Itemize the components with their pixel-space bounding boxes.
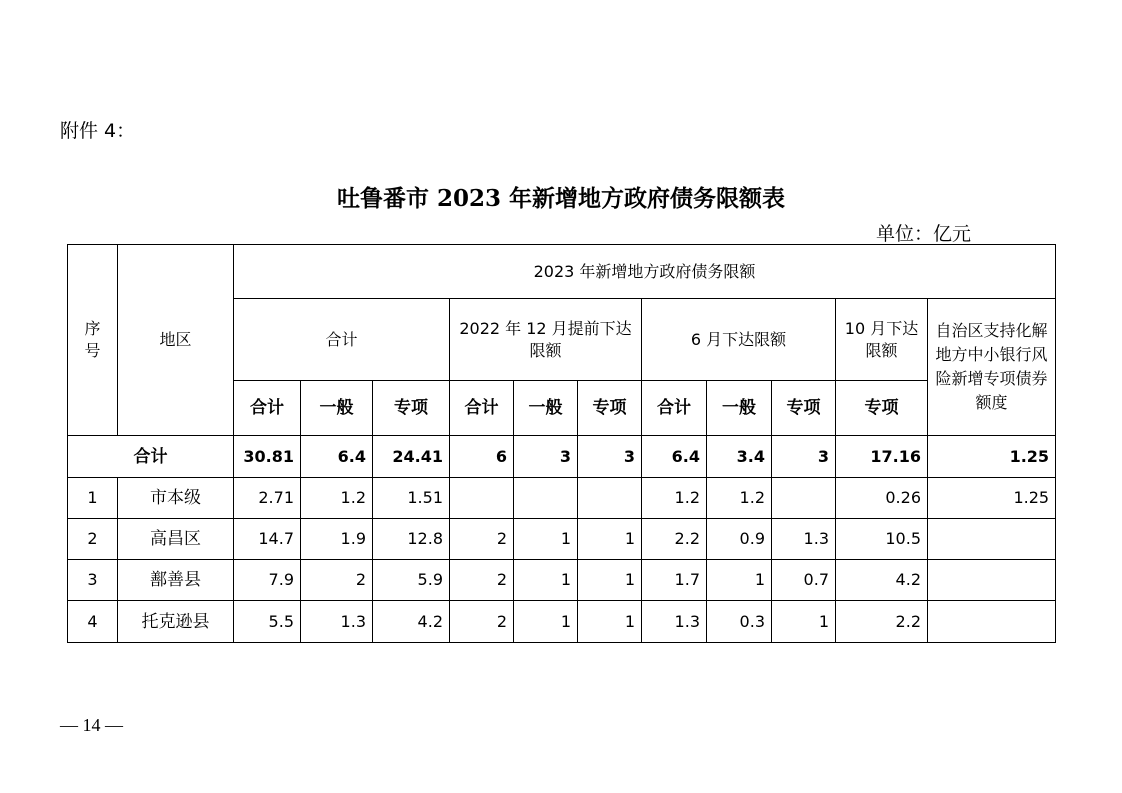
table-cell: 1.3 [301,601,373,643]
table-cell: 1.3 [642,601,707,643]
table-cell [928,519,1056,560]
table-cell: 1.9 [301,519,373,560]
header-sub-oct: 10 月下达限额 [836,299,928,381]
table-cell: 1 [578,560,642,601]
table-cell: 7.9 [234,560,301,601]
page-number: — 14 — [60,715,123,735]
table-cell: 2 [450,560,514,601]
table-cell: 0.7 [772,560,836,601]
table-cell: 1 [514,601,578,643]
total-cell: 6.4 [301,436,373,478]
header-sub-bank-support: 自治区支持化解地方中小银行风险新增专项债券额度 [928,299,1056,436]
table-cell: 2.71 [234,478,301,519]
table-cell: 1.2 [707,478,772,519]
header-group-title: 2023 年新增地方政府债务限额 [234,245,1056,299]
table-cell: 2 [450,601,514,643]
table-row [68,560,1056,601]
table-cell [928,560,1056,601]
table-cell: 2 [450,519,514,560]
row-index: 4 [68,601,118,643]
table-cell: 2.2 [642,519,707,560]
table-cell: 1.2 [301,478,373,519]
table-cell: 5.9 [373,560,450,601]
header-index: 序号 [68,245,118,436]
table-cell [772,478,836,519]
table-cell [928,601,1056,643]
row-index: 3 [68,560,118,601]
row-region: 市本级 [118,478,234,519]
table-cell: 0.3 [707,601,772,643]
header-total-general: 一般 [301,381,373,436]
table-cell: 12.8 [373,519,450,560]
page-title: 吐鲁番市 2023 年新增地方政府债务限额表 [336,185,786,212]
header-sub-total: 合计 [234,299,450,381]
header-sub-june: 6 月下达限额 [642,299,836,381]
table-cell: 1.2 [642,478,707,519]
table-cell: 4.2 [836,560,928,601]
table-cell: 4.2 [373,601,450,643]
header-june-general: 一般 [707,381,772,436]
header-june-special: 专项 [772,381,836,436]
header-dec-total: 合计 [450,381,514,436]
table-cell [450,478,514,519]
table-cell: 1 [578,601,642,643]
header-june-total: 合计 [642,381,707,436]
total-cell: 17.16 [836,436,928,478]
table-cell: 1.3 [772,519,836,560]
header-dec-general: 一般 [514,381,578,436]
table-cell: 1.7 [642,560,707,601]
table-cell: 1 [772,601,836,643]
table-cell: 1 [514,519,578,560]
header-total-total: 合计 [234,381,301,436]
table-cell: 2 [301,560,373,601]
total-row-label: 合计 [68,436,234,478]
row-region: 托克逊县 [118,601,234,643]
table-cell: 5.5 [234,601,301,643]
table-cell: 1 [578,519,642,560]
total-cell: 3 [578,436,642,478]
total-cell: 6 [450,436,514,478]
total-cell: 24.41 [373,436,450,478]
table-cell [514,478,578,519]
table-cell: 14.7 [234,519,301,560]
table-row [68,478,1056,519]
table-row [68,601,1056,643]
table-cell: 1 [514,560,578,601]
table-cell: 0.9 [707,519,772,560]
total-cell: 30.81 [234,436,301,478]
header-oct-special: 专项 [836,381,928,436]
total-cell: 3.4 [707,436,772,478]
row-index: 1 [68,478,118,519]
header-sub-dec-advance: 2022 年 12 月提前下达限额 [450,299,642,381]
row-region: 鄯善县 [118,560,234,601]
debt-limit-table [67,244,1056,643]
row-index: 2 [68,519,118,560]
table-cell: 1.25 [928,478,1056,519]
header-dec-special: 专项 [578,381,642,436]
table-cell: 0.26 [836,478,928,519]
total-cell: 6.4 [642,436,707,478]
total-cell: 1.25 [928,436,1056,478]
row-region: 高昌区 [118,519,234,560]
total-cell: 3 [514,436,578,478]
table-row [68,519,1056,560]
total-cell: 3 [772,436,836,478]
table-cell: 1.51 [373,478,450,519]
table-cell: 10.5 [836,519,928,560]
attachment-label: 附件 4： [60,120,136,142]
header-total-special: 专项 [373,381,450,436]
table-cell: 2.2 [836,601,928,643]
table-cell: 1 [707,560,772,601]
table-cell [578,478,642,519]
unit-label: 单位：亿元 [876,223,972,245]
header-region: 地区 [118,245,234,436]
